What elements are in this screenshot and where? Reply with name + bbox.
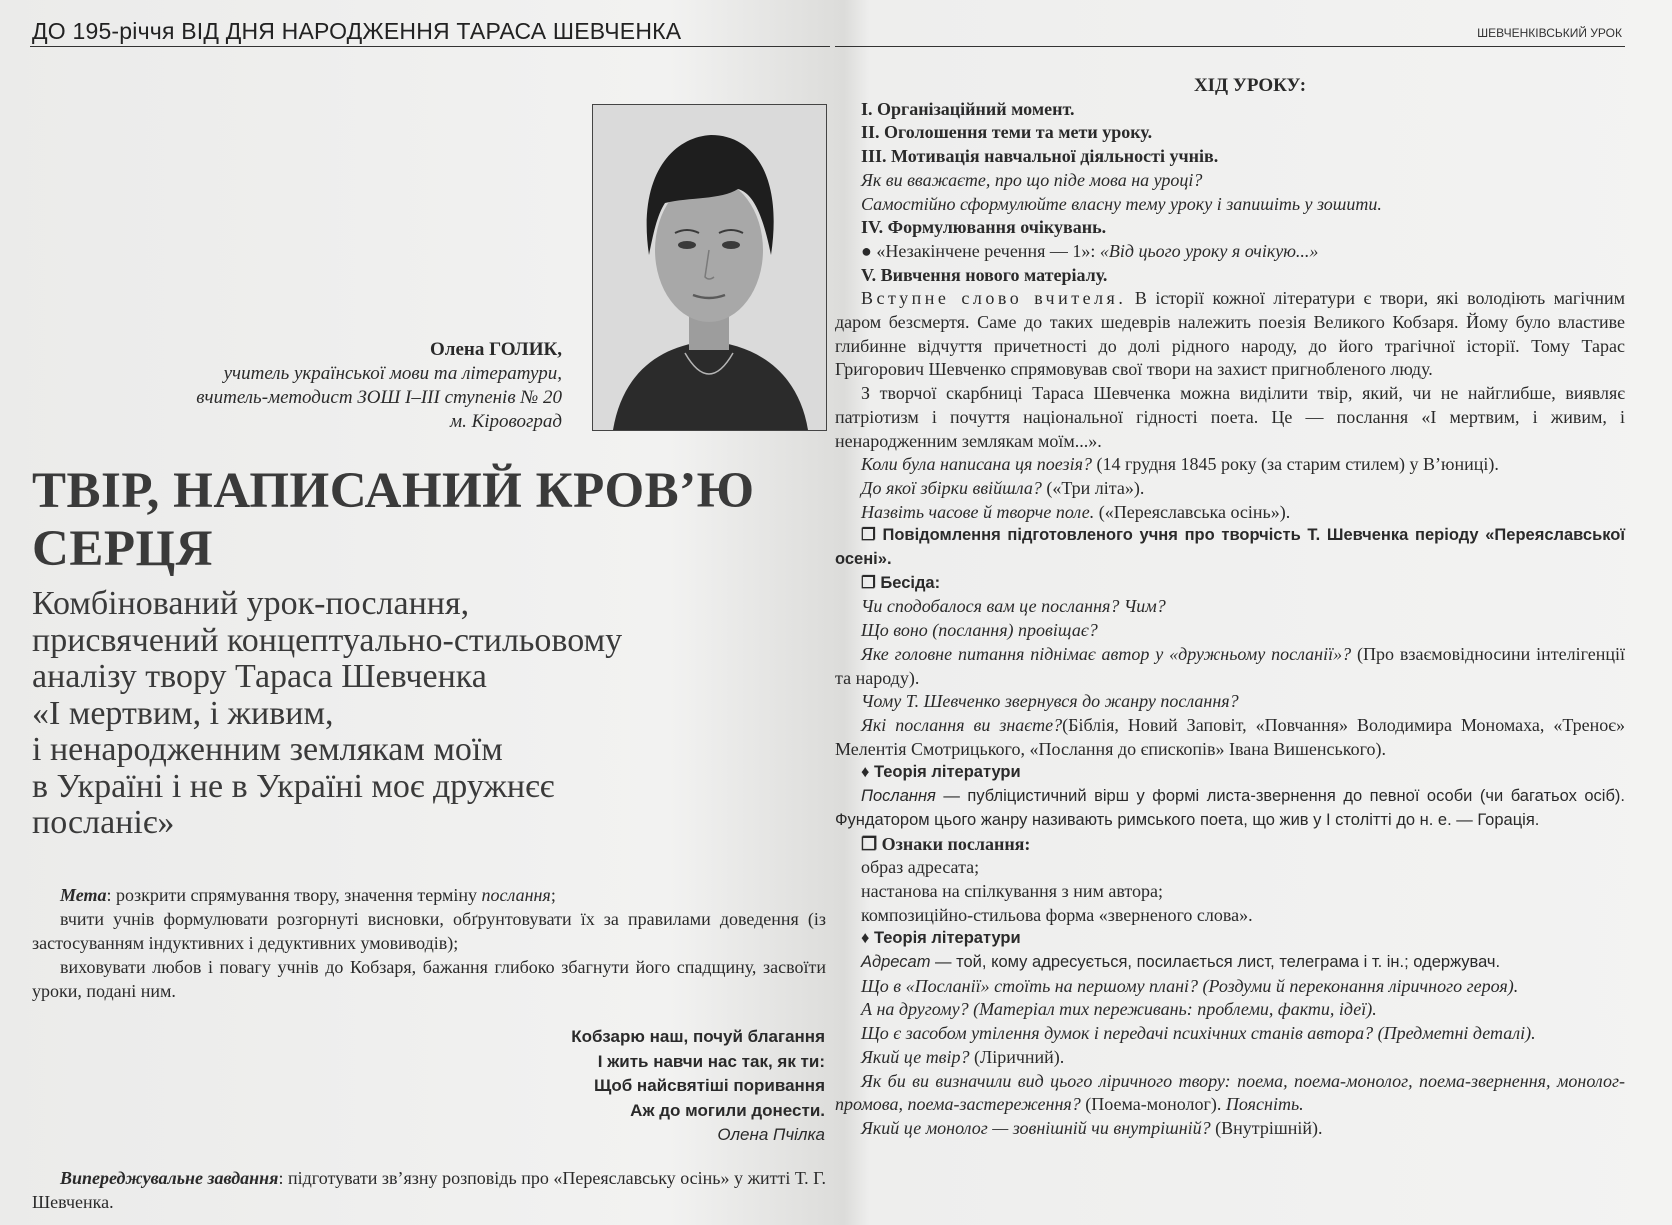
question: До якої збірки ввійшла?: [861, 477, 1042, 498]
subtitle-line: Комбінований урок-послання,: [32, 585, 470, 622]
sign-item: настанова на спілкування з ним автора;: [861, 880, 1164, 901]
stage-2: ІІ. Оголошення теми та мети уроку.: [861, 122, 1153, 143]
qa-line: [835, 501, 1625, 525]
running-head-right: ШЕВЧЕНКІВСЬКИЙ УРОК: [1477, 26, 1622, 40]
lesson-goals: [32, 883, 826, 1003]
left-page: [0, 0, 835, 1225]
subtitle-line: і ненародженним землякам моїм: [32, 731, 503, 768]
epigraph-line: Щоб найсвятіші поривання: [594, 1076, 825, 1095]
epigraph-line: Кобзарю наш, почуй благання: [571, 1027, 825, 1046]
question: Чому Т. Шевченко звернувся до жанру послання?: [861, 691, 1239, 712]
goal-label: Мета: [60, 885, 107, 905]
subtitle-line: аналізу твору Тараса Шевченка: [32, 658, 487, 695]
title-line-2: СЕРЦЯ: [32, 521, 213, 577]
sign-item: образ адресата;: [861, 857, 980, 878]
epigraph-author: Олена Пчілка: [717, 1125, 825, 1144]
goal-text: : розкрити спрямування твору, значення терміну: [106, 885, 482, 905]
lesson-column: [835, 74, 1625, 1141]
qa-line: [835, 1046, 1625, 1070]
stage-4: IV. Формулювання очікувань.: [861, 217, 1107, 238]
epigraph-line: І жить навчи нас так, як ти:: [597, 1051, 825, 1071]
question: Коли була написана ця поезія?: [861, 454, 1092, 475]
subtitle-line: присвячений концептуально-стильовому: [32, 621, 623, 659]
lesson-heading: ХІД УРОКУ:: [1193, 75, 1307, 96]
qa-line: [835, 1070, 1625, 1117]
answer: (Внутрішній).: [1210, 1117, 1323, 1138]
question: Назвіть часове й творче поле.: [861, 501, 1095, 522]
qa-line: [835, 453, 1625, 477]
bullet-text: ● «Незакінчене речення — 1»:: [861, 240, 1100, 261]
advance-task: [32, 1166, 826, 1214]
paragraph: З творчої скарбниці Тараса Шевченка можна виділити твір, який, чи не найглибше, виявляє патріотизм і почуття національної гідності поета. Це — послання «І мертвим, і живим, і ненародженним землякам моїм...».: [835, 383, 1625, 451]
question: Яке головне питання піднімає автор у «дружньому посланії»?: [861, 643, 1352, 664]
advance-text: : підготувати зв’язну розповідь про «Переяславську осінь» у житті Т. Г. Шевченка.: [32, 1168, 827, 1212]
theory-heading: ♦ Теорія літератури: [861, 929, 1021, 948]
answer: (Ліричний).: [969, 1046, 1065, 1067]
article-subtitle: [32, 586, 822, 842]
title-line-1: ТВІР, НАПИСАНИЙ КРОВ’Ю: [32, 463, 755, 519]
subtitle-line: в Україні і не в Україні моє дружнєє: [32, 767, 555, 805]
definition-text: — публіцистичний вірш у формі листа-звернення до певної особи (чи багатьох осіб). Фундатором цього жанру називають римського поета, що жив у І столітті до н. е. — Горація.: [835, 787, 1625, 829]
definition: [835, 785, 1625, 832]
question: Який це твір?: [861, 1046, 970, 1067]
qa-line: [835, 643, 1625, 690]
portrait-image: [593, 105, 826, 430]
header-rule-left: [30, 46, 830, 47]
stage-3: ІІІ. Мотивація навчальної діяльності учнів.: [861, 146, 1219, 167]
intro-paragraph: [835, 287, 1625, 382]
question: А на другому? (Матеріал тих переживань: проблеми, факти, ідеї).: [861, 999, 1377, 1020]
definition-term: Адресат: [861, 953, 931, 972]
author-photo: [592, 104, 827, 431]
answer: («Переяславська осінь»).: [1094, 501, 1291, 522]
goal-paragraph-1: [32, 883, 826, 907]
question: Що в «Посланії» стоїть на першому плані? (Роздуми й переконання ліричного героя).: [861, 975, 1519, 996]
header-rule-right: [835, 46, 1625, 47]
talk-heading: ❐ Бесіда:: [861, 573, 941, 592]
question: Самостійно сформулюйте власну тему уроку і запишіть у зошити.: [861, 193, 1382, 214]
question: Які послання ви знаєте?: [861, 714, 1063, 735]
qa-line: [835, 477, 1625, 501]
sign-item: композиційно-стильова форма «зверненого слова».: [861, 904, 1253, 925]
author-block: [196, 338, 562, 434]
question: Чи сподобалося вам це послання? Чим?: [861, 596, 1166, 617]
author-role-2: вчитель-методист ЗОШ І–ІІІ ступенів № 20: [196, 387, 562, 408]
question: Який це монолог — зовнішній чи внутрішній?: [861, 1117, 1211, 1138]
goal-paragraph-3: виховувати любов і повагу учнів до Кобзаря, бажання глибоко збагнути його спадщину, засвоїти уроки, подані ним.: [32, 957, 826, 1001]
epigraph: [571, 1025, 825, 1148]
question: Як ви вважаєте, про що піде мова на уроці?: [861, 169, 1203, 190]
answer: (Біблія, Новий Заповіт, «Повчання» Володимира Мономаха, «Треноє» Мелентія Смотрицького, «Послання до єпископів» Івана Вишенського).: [835, 714, 1626, 759]
instruction: Поясніть.: [1225, 1094, 1304, 1115]
goal-text-end: ;: [550, 885, 556, 905]
bullet-item: [835, 240, 1625, 264]
question: Що є засобом утілення думок і передачі психічних станів автора? (Предметні деталі).: [861, 1023, 1536, 1044]
answer: (Поема-монолог).: [1080, 1094, 1226, 1115]
right-page: [835, 0, 1672, 1225]
definition: [835, 951, 1625, 975]
author-city: м. Кіровоград: [449, 411, 562, 432]
subtitle-line: «І мертвим, і живим,: [32, 694, 334, 732]
definition-term: Послання: [861, 787, 936, 806]
answer: («Три літа»).: [1041, 477, 1145, 498]
question: Як би ви визначили вид цього ліричного твору: поема, поема-монолог, поема-звернення, монолог-промова, поема-застереження?: [835, 1070, 1625, 1115]
bullet-italic: «Від цього уроку я очікую...»: [1099, 240, 1319, 261]
intro-text: В історії кожної літератури є твори, які володіють магічним даром безсмертя. Саме до таких шедеврів належить поезія Великого Кобзаря. Йому було властиве глибинне відчуття причетності до долі рідного народу, до його трагічної історії. Тому Тарас Григорович Шевченко спрямовував свої твори на захист пригнобленого люду.: [835, 288, 1626, 380]
running-head-left: ДО 195-річчя ВІД ДНЯ НАРОДЖЕННЯ ТАРАСА ШЕВЧЕНКА: [32, 18, 682, 44]
definition-text: — той, кому адресується, посилається лист, телеграма і т. ін.; одержувач.: [930, 953, 1501, 972]
qa-line: [835, 714, 1625, 761]
goal-term: послання: [481, 885, 551, 905]
epigraph-line: Аж до могили донести.: [630, 1100, 825, 1120]
author-name: Олена ГОЛИК,: [430, 339, 562, 360]
student-report: ❐ Повідомлення підготовленого учня про творчість Т. Шевченка періоду «Переяславської осені».: [835, 526, 1625, 569]
answer: (Про взаємовідносини інтелігенції та народу).: [835, 643, 1626, 688]
question: Що воно (послання) провіщає?: [861, 620, 1098, 641]
goal-paragraph-2: вчити учнів формулювати розгорнуті висновки, обґрунтовувати їх за правилами доведення (із застосуванням індуктивних і дедуктивних умовиводів);: [32, 909, 826, 953]
advance-label: Випереджувальне завдання: [60, 1168, 279, 1188]
stage-5: V. Вивчення нового матеріалу.: [861, 264, 1108, 285]
qa-line: [835, 1117, 1625, 1141]
stage-1: І. Організаційний момент.: [861, 98, 1075, 119]
answer: (14 грудня 1845 року (за старим стилем) у В’юниці).: [1091, 454, 1499, 475]
intro-label: Вступне слово вчителя.: [861, 288, 1127, 309]
subtitle-line: посланіє»: [32, 804, 175, 841]
theory-heading: ♦ Теорія літератури: [861, 763, 1021, 782]
article-title: [32, 462, 812, 578]
signs-heading: ❐ Ознаки послання:: [861, 833, 1031, 854]
author-role-1: учитель української мови та літератури,: [223, 363, 562, 384]
